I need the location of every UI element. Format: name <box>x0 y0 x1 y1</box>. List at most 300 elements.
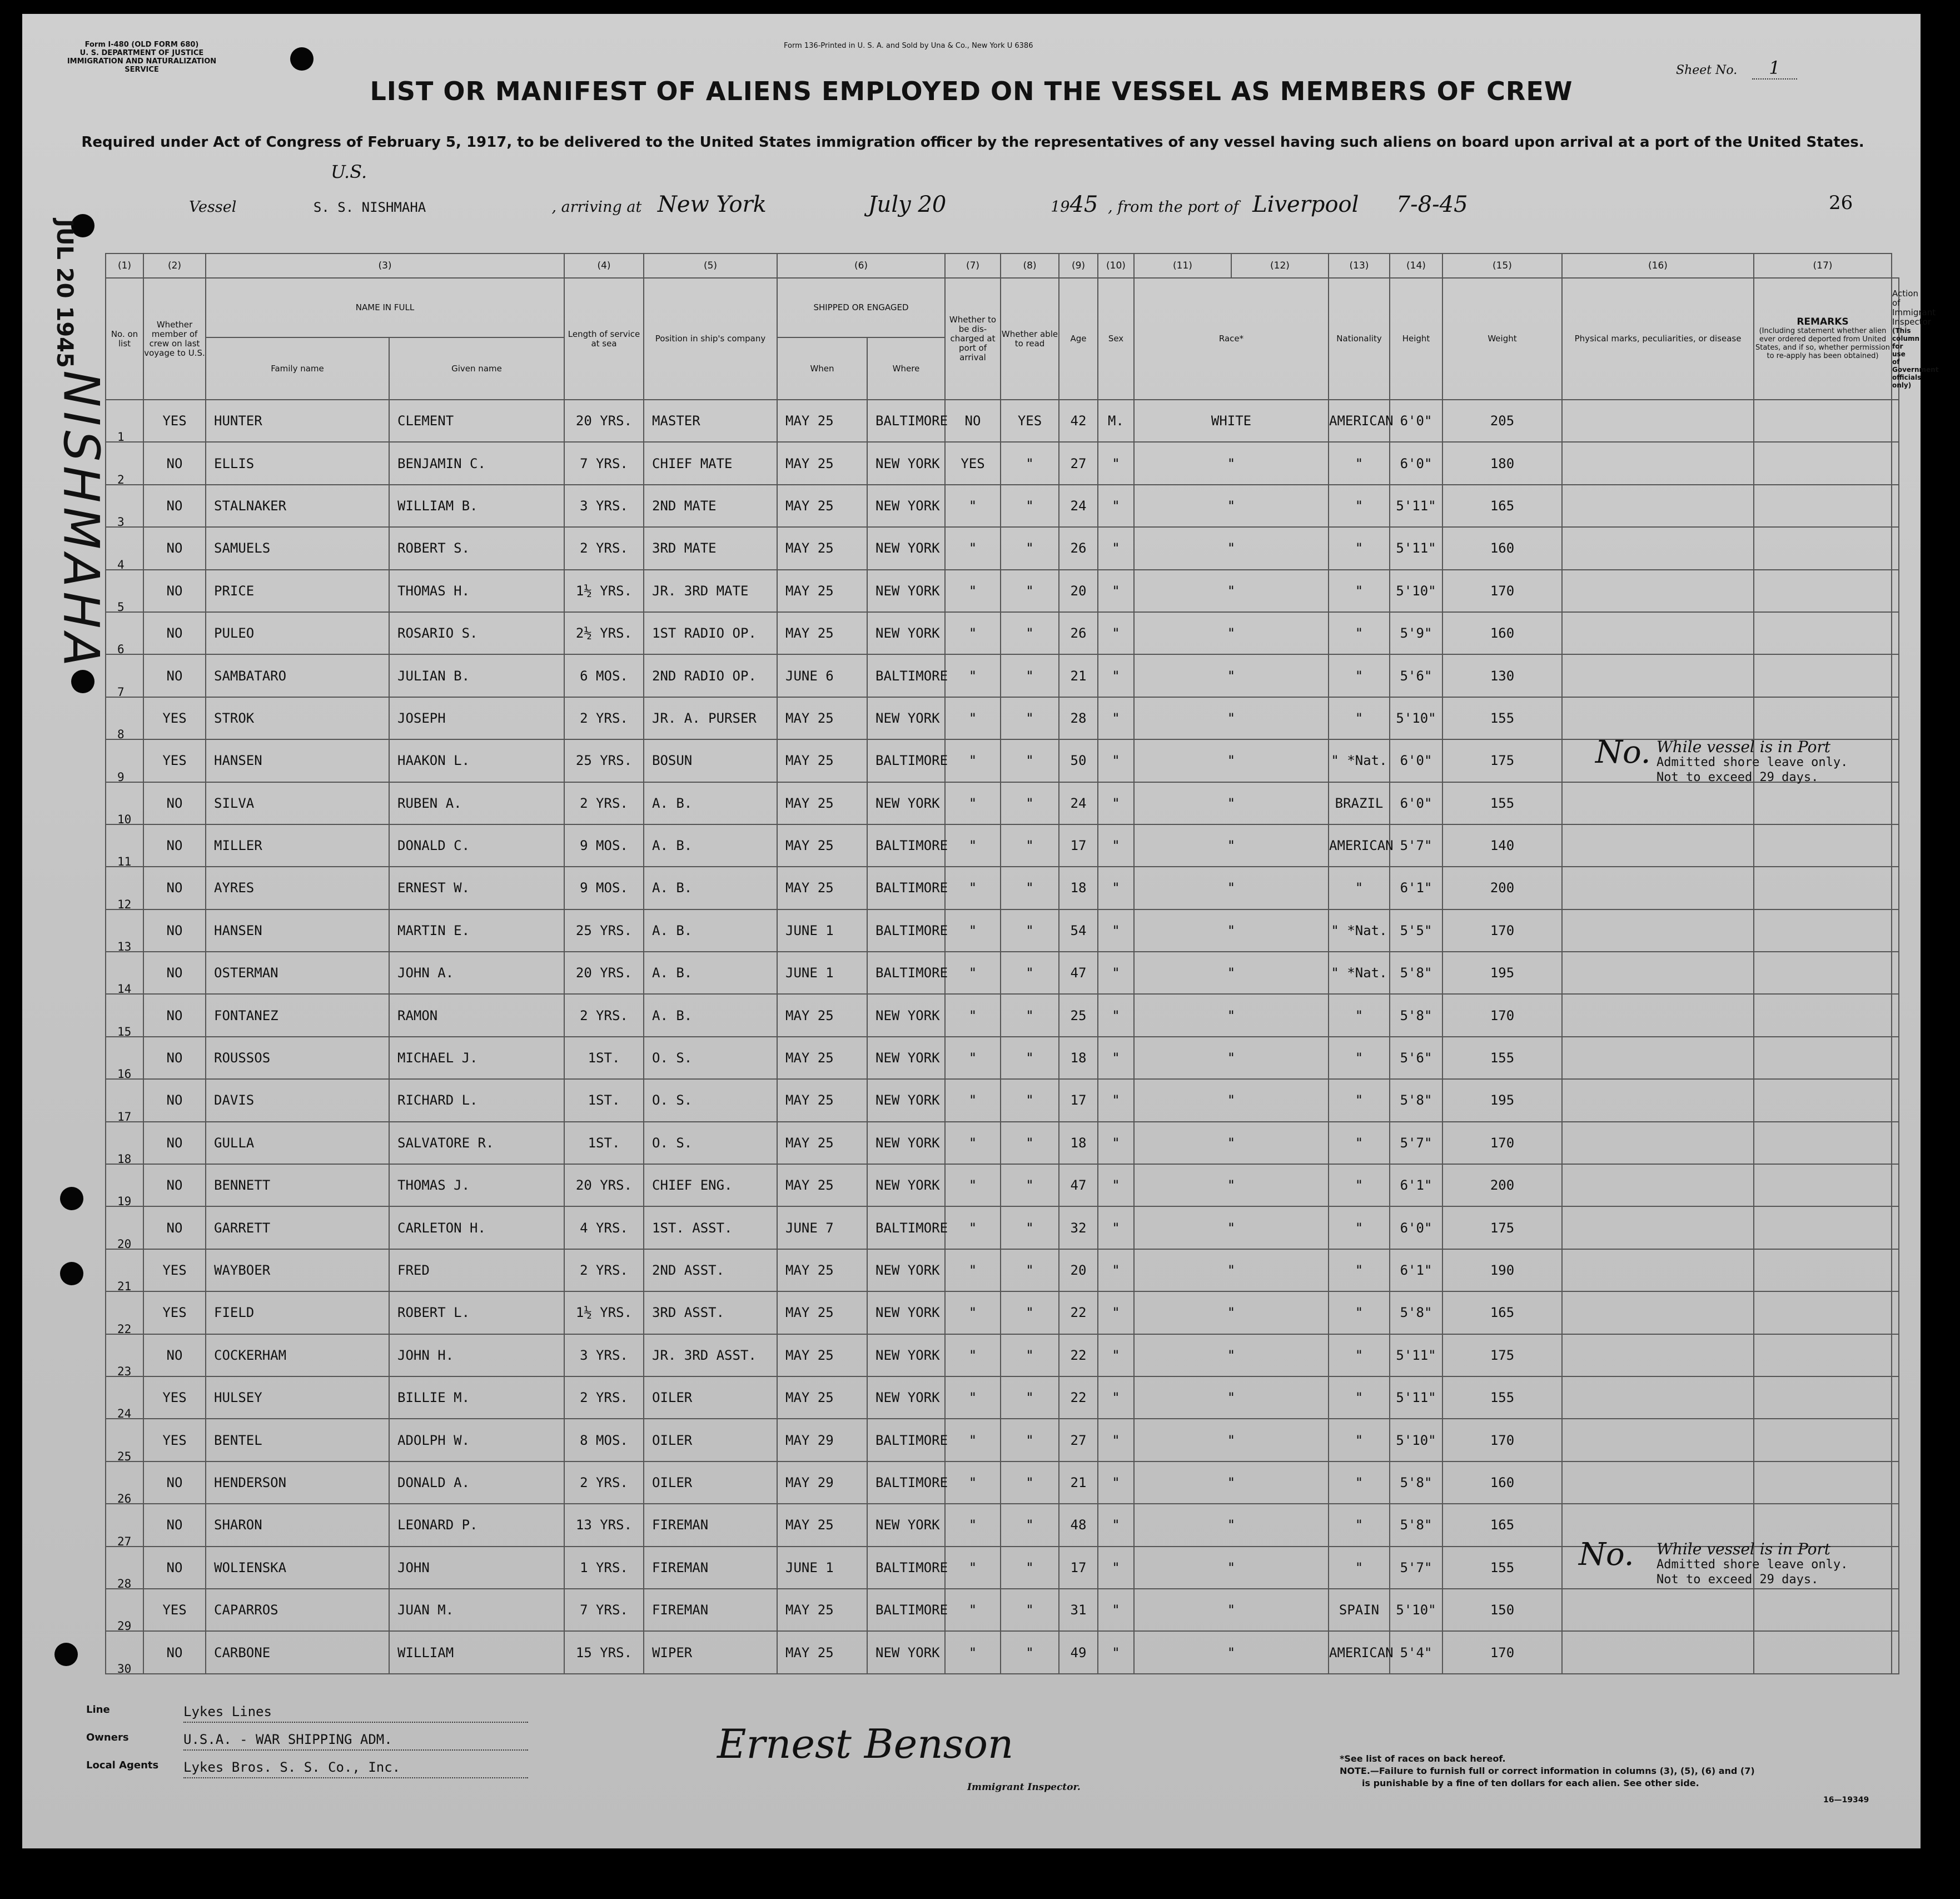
sex-cell: " <box>1098 824 1134 867</box>
col-7-number: (7) <box>945 253 1001 278</box>
shipped-where-cell: NEW YORK <box>867 1376 945 1419</box>
inspector-action-cell <box>1892 739 1899 782</box>
able-to-read-cell: " <box>1001 485 1059 527</box>
sex-cell: " <box>1098 739 1134 782</box>
crew-rows <box>106 400 1899 1674</box>
age-cell: 17 <box>1059 824 1098 867</box>
height-cell: 6'0" <box>1390 739 1442 782</box>
shipped-where-cell: NEW YORK <box>867 612 945 654</box>
shipped-when-cell: JUNE 1 <box>777 909 867 952</box>
height-cell: 5'8" <box>1390 1291 1442 1334</box>
weight-cell: 175 <box>1442 739 1562 782</box>
nationality-cell: " <box>1329 570 1390 612</box>
nationality-cell: " <box>1329 1461 1390 1504</box>
header-where: Where <box>867 337 945 400</box>
row-number: 7 <box>117 685 125 699</box>
weight-cell: 155 <box>1442 697 1562 739</box>
row-number: 20 <box>117 1237 132 1251</box>
row-number: 3 <box>117 515 125 529</box>
able-to-read-cell: " <box>1001 697 1059 739</box>
last-voyage-cell: NO <box>143 1164 206 1206</box>
row-number: 11 <box>117 855 132 869</box>
discharged-cell: " <box>945 1376 1001 1419</box>
height-cell: 5'6" <box>1390 1037 1442 1079</box>
remarks-cell <box>1754 1334 1892 1376</box>
table-row <box>106 1164 1899 1206</box>
inspector-action-cell <box>1892 1291 1899 1334</box>
discharged-cell: " <box>945 1589 1001 1631</box>
nationality-cell: AMERICAN <box>1329 400 1390 442</box>
side-vessel-name-text: NISHMAHA <box>52 370 110 671</box>
line-value: Lykes Lines <box>183 1704 528 1723</box>
sex-cell: " <box>1098 1334 1134 1376</box>
discharged-cell: " <box>945 1504 1001 1546</box>
shipped-where-cell: BALTIMORE <box>867 654 945 697</box>
race-cell: " <box>1134 782 1329 824</box>
physical-marks-cell <box>1562 1037 1754 1079</box>
given-name-cell: BENJAMIN C. <box>389 442 564 484</box>
service-cell: 3 YRS. <box>564 485 644 527</box>
remarks-cell <box>1754 1461 1892 1504</box>
service-cell: 8 MOS. <box>564 1419 644 1461</box>
row-number-cell <box>106 570 143 612</box>
remarks-cell <box>1754 1249 1892 1291</box>
nationality-cell: AMERICAN <box>1329 824 1390 867</box>
row-number: 9 <box>117 770 125 784</box>
shipped-when-cell: MAY 25 <box>777 697 867 739</box>
position-cell: WIPER <box>644 1631 777 1673</box>
inspector-action-cell <box>1892 1631 1899 1673</box>
height-cell: 5'8" <box>1390 1504 1442 1546</box>
shipped-when-cell: MAY 25 <box>777 1631 867 1673</box>
weight-cell: 170 <box>1442 1631 1562 1673</box>
col-9-number: (9) <box>1059 253 1098 278</box>
table-row <box>106 1206 1899 1249</box>
last-voyage-cell: NO <box>143 824 206 867</box>
age-cell: 18 <box>1059 867 1098 909</box>
shipped-where-cell: NEW YORK <box>867 1631 945 1673</box>
last-voyage-cell: NO <box>143 909 206 952</box>
height-cell: 5'10" <box>1390 1589 1442 1631</box>
race-cell: " <box>1134 570 1329 612</box>
service-cell: 1ST. <box>564 1122 644 1164</box>
nationality-cell: " <box>1329 442 1390 484</box>
service-cell: 20 YRS. <box>564 400 644 442</box>
weight-cell: 170 <box>1442 570 1562 612</box>
sex-cell: " <box>1098 1037 1134 1079</box>
header-given-name: Given name <box>389 337 564 400</box>
able-to-read-cell: " <box>1001 1547 1059 1589</box>
received-date-text: JUL 20 1945 <box>52 219 77 368</box>
given-name-cell: SALVATORE R. <box>389 1122 564 1164</box>
race-cell: " <box>1134 442 1329 484</box>
last-voyage-cell: NO <box>143 867 206 909</box>
able-to-read-cell: " <box>1001 1079 1059 1121</box>
row-number: 30 <box>117 1662 132 1676</box>
race-cell: " <box>1134 1122 1329 1164</box>
shipped-where-cell: NEW YORK <box>867 782 945 824</box>
remarks-cell <box>1754 1037 1892 1079</box>
discharged-cell: " <box>945 994 1001 1036</box>
last-voyage-cell: YES <box>143 1376 206 1419</box>
family-name-cell: ROUSSOS <box>206 1037 389 1079</box>
nationality-cell: " <box>1329 1291 1390 1334</box>
sex-cell: " <box>1098 1164 1134 1206</box>
row-number-cell <box>106 485 143 527</box>
row-number-cell <box>106 400 143 442</box>
inspector-action-cell <box>1892 612 1899 654</box>
arrival-year: 45 <box>1069 192 1098 217</box>
sex-cell: " <box>1098 782 1134 824</box>
weight-cell: 155 <box>1442 1547 1562 1589</box>
header-position: Position in ship's company <box>644 278 777 400</box>
row-number: 21 <box>117 1280 132 1294</box>
family-name-cell: HENDERSON <box>206 1461 389 1504</box>
height-cell: 5'11" <box>1390 485 1442 527</box>
row-number: 16 <box>117 1067 132 1081</box>
nationality-cell: " *Nat. <box>1329 739 1390 782</box>
inspector-action-cell <box>1892 1376 1899 1419</box>
inspector-action-cell <box>1892 527 1899 569</box>
row-number: 8 <box>117 728 125 742</box>
last-voyage-cell: NO <box>143 527 206 569</box>
shipped-where-cell: NEW YORK <box>867 1037 945 1079</box>
last-voyage-cell: YES <box>143 1291 206 1334</box>
inspector-signature <box>717 1721 1081 1793</box>
remarks-cell <box>1754 909 1892 952</box>
inspector-action-cell <box>1892 867 1899 909</box>
family-name-cell: MILLER <box>206 824 389 867</box>
physical-marks-cell <box>1562 697 1754 739</box>
table-row <box>106 442 1899 484</box>
height-cell: 5'10" <box>1390 570 1442 612</box>
age-cell: 18 <box>1059 1037 1098 1079</box>
last-voyage-cell: NO <box>143 1334 206 1376</box>
discharged-cell: YES <box>945 442 1001 484</box>
row-number-cell <box>106 1376 143 1419</box>
race-cell: " <box>1134 527 1329 569</box>
shipped-where-cell: BALTIMORE <box>867 909 945 952</box>
shipped-when-cell: MAY 25 <box>777 400 867 442</box>
remarks-cell <box>1754 1291 1892 1334</box>
shipped-where-cell: BALTIMORE <box>867 1461 945 1504</box>
physical-marks-cell <box>1562 1249 1754 1291</box>
inspector-action-cell <box>1892 1461 1899 1504</box>
physical-marks-cell <box>1562 994 1754 1036</box>
row-number: 24 <box>117 1407 132 1421</box>
family-name-cell: PULEO <box>206 612 389 654</box>
given-name-cell: DONALD C. <box>389 824 564 867</box>
header-sex: Sex <box>1098 278 1134 400</box>
given-name-cell: BILLIE M. <box>389 1376 564 1419</box>
vessel-us-mark: U.S. <box>331 161 367 182</box>
inspector-action-cell <box>1892 1419 1899 1461</box>
row-number: 15 <box>117 1025 132 1038</box>
height-cell: 5'7" <box>1390 1547 1442 1589</box>
race-cell: " <box>1134 1291 1329 1334</box>
shipped-where-cell: NEW YORK <box>867 442 945 484</box>
family-name-cell: HANSEN <box>206 909 389 952</box>
remarks-cell <box>1754 697 1892 739</box>
physical-marks-cell <box>1562 1291 1754 1334</box>
discharged-cell: " <box>945 485 1001 527</box>
header-height: Height <box>1390 278 1442 400</box>
punch-hole <box>54 1643 78 1666</box>
remarks-cell <box>1754 654 1892 697</box>
age-cell: 21 <box>1059 654 1098 697</box>
able-to-read-cell: " <box>1001 612 1059 654</box>
row-number-cell <box>106 1504 143 1546</box>
given-name-cell: CARLETON H. <box>389 1206 564 1249</box>
sex-cell: " <box>1098 1631 1134 1673</box>
races-note: *See list of races on back hereof. <box>1340 1753 1506 1764</box>
form-identifier <box>53 41 231 74</box>
shipped-where-cell: NEW YORK <box>867 485 945 527</box>
physical-marks-cell <box>1562 485 1754 527</box>
given-name-cell: JOHN H. <box>389 1334 564 1376</box>
discharged-cell: " <box>945 1547 1001 1589</box>
race-cell: " <box>1134 1376 1329 1419</box>
position-cell: A. B. <box>644 994 777 1036</box>
weight-cell: 175 <box>1442 1206 1562 1249</box>
given-name-cell: RUBEN A. <box>389 782 564 824</box>
remark-handnote: While vessel is in Port <box>1656 738 1831 756</box>
shipped-when-cell: MAY 25 <box>777 1037 867 1079</box>
remarks-cell <box>1754 485 1892 527</box>
remark-typed-line: Admitted shore leave only. <box>1656 1558 1848 1572</box>
given-name-cell: ROSARIO S. <box>389 612 564 654</box>
table-row <box>106 824 1899 867</box>
sex-cell: " <box>1098 1461 1134 1504</box>
row-number-cell <box>106 442 143 484</box>
physical-marks-cell <box>1562 1419 1754 1461</box>
service-cell: 2 YRS. <box>564 527 644 569</box>
service-cell: 1 YRS. <box>564 1547 644 1589</box>
given-name-cell: HAAKON L. <box>389 739 564 782</box>
given-name-cell: LEONARD P. <box>389 1504 564 1546</box>
physical-marks-cell <box>1562 654 1754 697</box>
position-cell: FIREMAN <box>644 1547 777 1589</box>
punch-hole <box>60 1187 83 1210</box>
inspector-action-cell <box>1892 1122 1899 1164</box>
table-row <box>106 1419 1899 1461</box>
race-cell: " <box>1134 1249 1329 1291</box>
col-13-number: (13) <box>1329 253 1390 278</box>
remarks-cell <box>1754 612 1892 654</box>
physical-marks-cell <box>1562 867 1754 909</box>
row-number-cell <box>106 612 143 657</box>
height-cell: 6'1" <box>1390 867 1442 909</box>
physical-marks-cell <box>1562 570 1754 612</box>
page-number: 26 <box>1829 192 1853 214</box>
position-cell: OILER <box>644 1376 777 1419</box>
sex-cell: " <box>1098 994 1134 1036</box>
position-cell: A. B. <box>644 782 777 824</box>
able-to-read-cell: " <box>1001 1164 1059 1206</box>
sex-cell: " <box>1098 1122 1134 1164</box>
family-name-cell: HUNTER <box>206 400 389 442</box>
height-cell: 6'0" <box>1390 400 1442 442</box>
header-weight: Weight <box>1442 278 1562 400</box>
row-number-cell <box>106 867 143 909</box>
family-name-cell: SILVA <box>206 782 389 824</box>
position-cell: MASTER <box>644 400 777 442</box>
weight-cell: 160 <box>1442 527 1562 569</box>
age-cell: 49 <box>1059 1631 1098 1673</box>
discharged-cell: " <box>945 1122 1001 1164</box>
service-cell: 6 MOS. <box>564 654 644 697</box>
service-cell: 2 YRS. <box>564 782 644 824</box>
last-voyage-cell: NO <box>143 1122 206 1164</box>
race-cell: " <box>1134 909 1329 952</box>
last-voyage-cell: NO <box>143 485 206 527</box>
col-1-number: (1) <box>106 253 143 278</box>
remark-row-10 <box>1595 734 1848 785</box>
discharged-cell: " <box>945 909 1001 952</box>
service-cell: 3 YRS. <box>564 1334 644 1376</box>
physical-marks-cell <box>1562 1206 1754 1249</box>
inspector-action-cell <box>1892 1079 1899 1121</box>
table-row <box>106 612 1899 654</box>
position-cell: O. S. <box>644 1037 777 1079</box>
shipped-where-cell: NEW YORK <box>867 1334 945 1376</box>
row-number-cell <box>106 952 143 994</box>
last-voyage-cell: NO <box>143 1547 206 1589</box>
form-code: 16—19349 <box>1823 1796 1869 1804</box>
height-cell: 5'7" <box>1390 824 1442 867</box>
row-number-cell <box>106 1631 143 1676</box>
physical-marks-cell <box>1562 909 1754 952</box>
table-row <box>106 1631 1899 1673</box>
position-cell: O. S. <box>644 1122 777 1164</box>
height-cell: 5'8" <box>1390 994 1442 1036</box>
remark-typed-line: Not to exceed 29 days. <box>1656 770 1819 784</box>
given-name-cell: JOHN <box>389 1547 564 1589</box>
remarks-cell <box>1754 1419 1892 1461</box>
nationality-cell: " <box>1329 1376 1390 1419</box>
penalty-note-cont: is punishable by a fine of ten dollars for each alien. See other side. <box>1362 1778 1699 1788</box>
row-number-cell <box>106 1206 143 1249</box>
row-number: 2 <box>117 473 125 486</box>
service-cell: 25 YRS. <box>564 739 644 782</box>
height-cell: 6'0" <box>1390 442 1442 484</box>
sex-cell: " <box>1098 1419 1134 1461</box>
race-cell: " <box>1134 1206 1329 1249</box>
position-cell: A. B. <box>644 867 777 909</box>
table-row <box>106 1079 1899 1121</box>
row-number: 19 <box>117 1195 132 1209</box>
sex-cell: M. <box>1098 400 1134 442</box>
table-row <box>106 527 1899 569</box>
given-name-cell: ERNEST W. <box>389 867 564 909</box>
remarks-title: REMARKS <box>1797 316 1849 327</box>
able-to-read-cell: " <box>1001 1376 1059 1419</box>
service-cell: 7 YRS. <box>564 1589 644 1631</box>
table-row <box>106 909 1899 952</box>
weight-cell: 150 <box>1442 1589 1562 1631</box>
header-no-on-list: No. on list <box>106 278 143 400</box>
col-2-number: (2) <box>143 253 206 278</box>
given-name-cell: CLEMENT <box>389 400 564 442</box>
shipped-where-cell: NEW YORK <box>867 527 945 569</box>
age-cell: 48 <box>1059 1504 1098 1546</box>
weight-cell: 170 <box>1442 1122 1562 1164</box>
shipped-when-cell: JUNE 6 <box>777 654 867 697</box>
departure-date: 7-8-45 <box>1396 192 1468 217</box>
height-cell: 5'8" <box>1390 1461 1442 1504</box>
able-to-read-cell: " <box>1001 1037 1059 1079</box>
given-name-cell: RAMON <box>389 994 564 1036</box>
race-cell: " <box>1134 1037 1329 1079</box>
sheet-number <box>1676 57 1797 78</box>
nationality-cell: " <box>1329 1206 1390 1249</box>
physical-marks-cell <box>1562 1334 1754 1376</box>
shipped-where-cell: NEW YORK <box>867 1291 945 1334</box>
given-name-cell: JOHN A. <box>389 952 564 994</box>
able-to-read-cell: " <box>1001 782 1059 824</box>
race-cell: " <box>1134 654 1329 697</box>
vessel-name: S. S. NISHMAHA <box>313 200 426 215</box>
sex-cell: " <box>1098 1504 1134 1546</box>
service-cell: 1½ YRS. <box>564 570 644 612</box>
given-name-cell: JUAN M. <box>389 1589 564 1631</box>
age-cell: 47 <box>1059 1164 1098 1206</box>
row-number: 5 <box>117 600 125 614</box>
discharged-cell: " <box>945 612 1001 654</box>
row-number-cell <box>106 1547 143 1589</box>
discharged-cell: " <box>945 1419 1001 1461</box>
remarks-cell <box>1754 1206 1892 1249</box>
shipped-where-cell: BALTIMORE <box>867 739 945 782</box>
row-number-cell <box>106 994 143 1036</box>
able-to-read-cell: " <box>1001 1122 1059 1164</box>
weight-cell: 155 <box>1442 1376 1562 1419</box>
physical-marks-cell <box>1562 1461 1754 1504</box>
given-name-cell: MARTIN E. <box>389 909 564 952</box>
last-voyage-cell: YES <box>143 697 206 739</box>
shipped-when-cell: MAY 25 <box>777 1504 867 1546</box>
last-voyage-cell: YES <box>143 400 206 442</box>
inspector-action-cell <box>1892 824 1899 867</box>
given-name-cell: DONALD A. <box>389 1461 564 1504</box>
shipped-where-cell: NEW YORK <box>867 1504 945 1546</box>
shipped-when-cell: MAY 25 <box>777 442 867 484</box>
given-name-cell: ROBERT L. <box>389 1291 564 1334</box>
remarks-cell <box>1754 400 1892 442</box>
row-number: 14 <box>117 982 132 996</box>
age-cell: 24 <box>1059 485 1098 527</box>
weight-cell: 130 <box>1442 654 1562 697</box>
table-row <box>106 400 1899 442</box>
col-16-number: (16) <box>1562 253 1754 278</box>
sex-cell: " <box>1098 867 1134 909</box>
shipped-when-cell: MAY 25 <box>777 824 867 867</box>
row-number: 27 <box>117 1534 132 1548</box>
family-name-cell: FONTANEZ <box>206 994 389 1036</box>
nationality-cell: AMERICAN <box>1329 1631 1390 1673</box>
last-voyage-cell: NO <box>143 1461 206 1504</box>
given-name-cell: THOMAS J. <box>389 1164 564 1206</box>
race-cell: " <box>1134 824 1329 867</box>
family-name-cell: BENNETT <box>206 1164 389 1206</box>
weight-cell: 160 <box>1442 1461 1562 1504</box>
inspector-action-cell <box>1892 909 1899 952</box>
inspector-action-cell <box>1892 654 1899 697</box>
shipped-where-cell: NEW YORK <box>867 570 945 612</box>
age-cell: 20 <box>1059 1249 1098 1291</box>
age-cell: 31 <box>1059 1589 1098 1631</box>
nationality-cell: " <box>1329 867 1390 909</box>
